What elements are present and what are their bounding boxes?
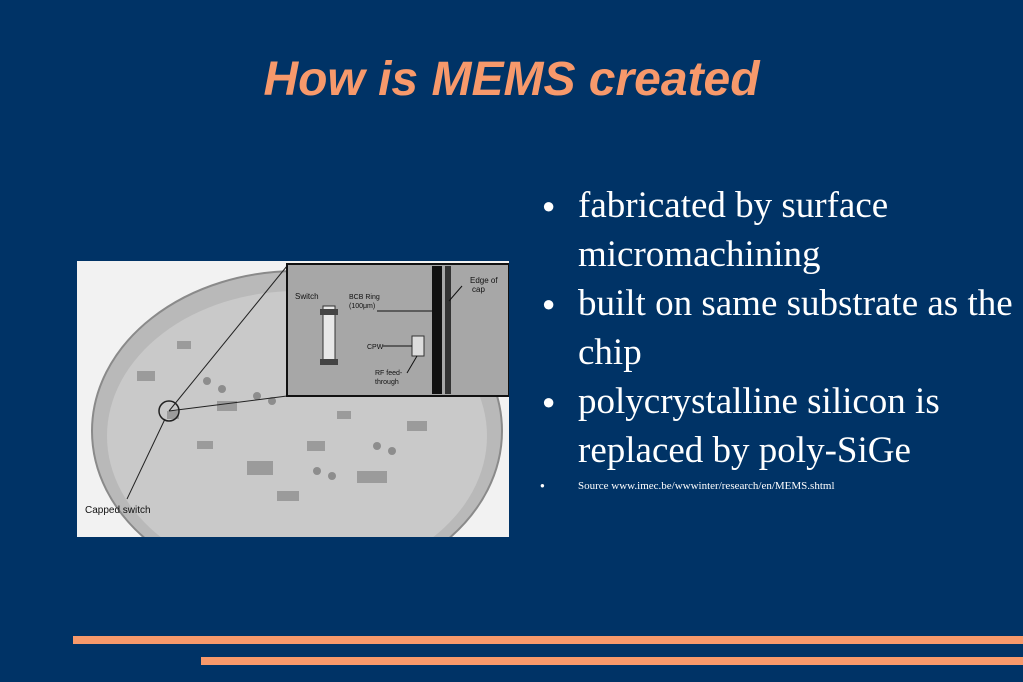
bullet-text: polycrystalline silicon is replaced by poly-SiGe: [578, 381, 940, 471]
label-bcb-size: (100μm): [349, 303, 376, 310]
label-edge-of-cap: Edge of: [470, 276, 498, 285]
bullet-item: [538, 377, 1018, 475]
bullet-dot-icon: ●: [540, 481, 545, 490]
source-text: Source www.imec.be/wwwinter/research/en/MEMS.shtml: [578, 480, 835, 492]
slide-title: How is MEMS created: [263, 53, 760, 106]
source-item: [538, 477, 1018, 495]
label-capped-switch: Capped switch: [85, 505, 151, 516]
bullet-dot-icon: ●: [542, 389, 556, 414]
bullet-item: [538, 279, 1018, 377]
label-rf-feed: RF feed-: [375, 370, 403, 377]
bullet-text: fabricated by surface micromachining: [578, 185, 889, 275]
mems-wafer-photo: [77, 261, 509, 537]
bullet-dot-icon: ●: [542, 193, 556, 218]
label-cpw: CPW: [367, 344, 384, 351]
label-switch: Switch: [295, 292, 319, 301]
label-rf-through: through: [375, 379, 399, 386]
label-bcb-ring: BCB Ring: [349, 294, 380, 301]
accent-bar-bottom: [201, 657, 1023, 665]
bullet-list: [538, 181, 1018, 495]
bullet-item: [538, 181, 1018, 279]
bullet-text: built on same substrate as the chip: [578, 283, 1013, 373]
label-cap: cap: [472, 285, 485, 294]
bullet-dot-icon: ●: [542, 291, 556, 316]
accent-bar-top: [73, 636, 1023, 644]
